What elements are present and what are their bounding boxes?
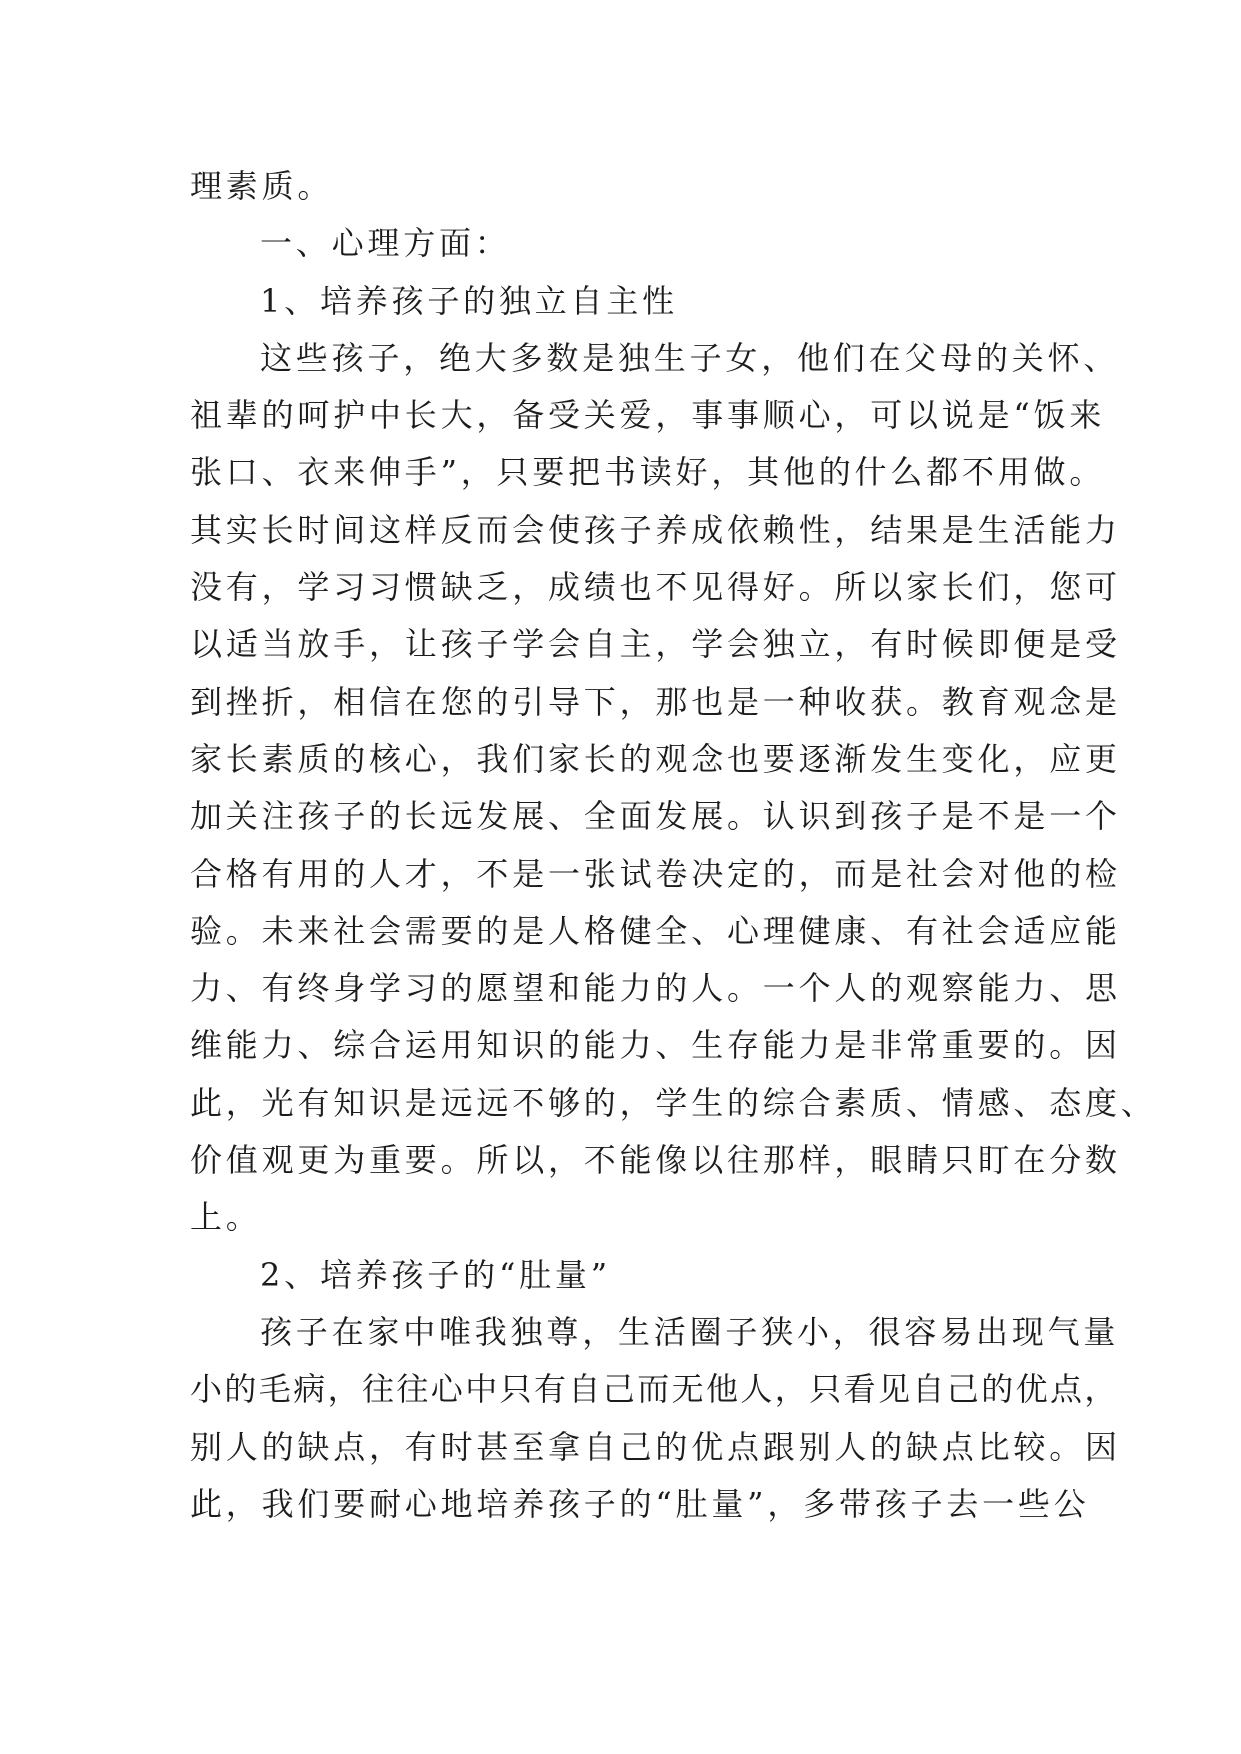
- text-line: 别人的缺点，有时甚至拿自己的优点跟别人的缺点比较。因: [190, 1427, 1121, 1466]
- text-line: 力、有终身学习的愿望和能力的人。一个人的观察能力、思: [190, 969, 1121, 1008]
- text-line: 孩子在家中唯我独尊，生活圈子狭小，很容易出现气量: [260, 1312, 1120, 1351]
- section-heading: 一、心理方面：: [260, 224, 511, 263]
- text-line: 上。: [190, 1198, 262, 1237]
- text-line: 验。未来社会需要的是人格健全、心理健康、有社会适应能: [190, 911, 1121, 950]
- text-line: 这些孩子，绝大多数是独生子女，他们在父母的关怀、: [260, 338, 1120, 377]
- text-line: 家长素质的核心，我们家长的观念也要逐渐发生变化，应更: [190, 739, 1121, 778]
- text-line: 没有，学习习惯缺乏，成绩也不见得好。所以家长们，您可: [190, 568, 1121, 607]
- subsection-heading: 2、培养孩子的“肚量”: [260, 1255, 611, 1294]
- text-line: 张口、衣来伸手”，只要把书读好，其他的什么都不用做。: [190, 453, 1106, 492]
- text-line: 维能力、综合运用知识的能力、生存能力是非常重要的。因: [190, 1026, 1121, 1065]
- text-line: 价值观更为重要。所以，不能像以往那样，眼睛只盯在分数: [190, 1141, 1121, 1180]
- text-line: 小的毛病，往往心中只有自己而无他人，只看见自己的优点，: [190, 1370, 1119, 1409]
- text-line: 其实长时间这样反而会使孩子养成依赖性，结果是生活能力: [190, 510, 1121, 549]
- subsection-heading: 1、培养孩子的独立自主性: [260, 281, 678, 320]
- text-line: 祖辈的呵护中长大，备受关爱，事事顺心，可以说是“饭来: [190, 396, 1106, 435]
- text-line: 加关注孩子的长远发展、全面发展。认识到孩子是不是一个: [190, 797, 1121, 836]
- text-line: 合格有用的人才，不是一张试卷决定的，而是社会对他的检: [190, 854, 1121, 893]
- text-line: 到挫折，相信在您的引导下，那也是一种收获。教育观念是: [190, 682, 1121, 721]
- text-line: 此，我们要耐心地培养孩子的“肚量”，多带孩子去一些公: [190, 1484, 1090, 1523]
- text-line: 以适当放手，让孩子学会自主，学会独立，有时候即便是受: [190, 625, 1121, 664]
- body-text: [190, 158, 1157, 1533]
- text-line: 理素质。: [190, 167, 334, 205]
- text-line: 此，光有知识是远远不够的，学生的综合素质、情感、态度、: [190, 1083, 1157, 1122]
